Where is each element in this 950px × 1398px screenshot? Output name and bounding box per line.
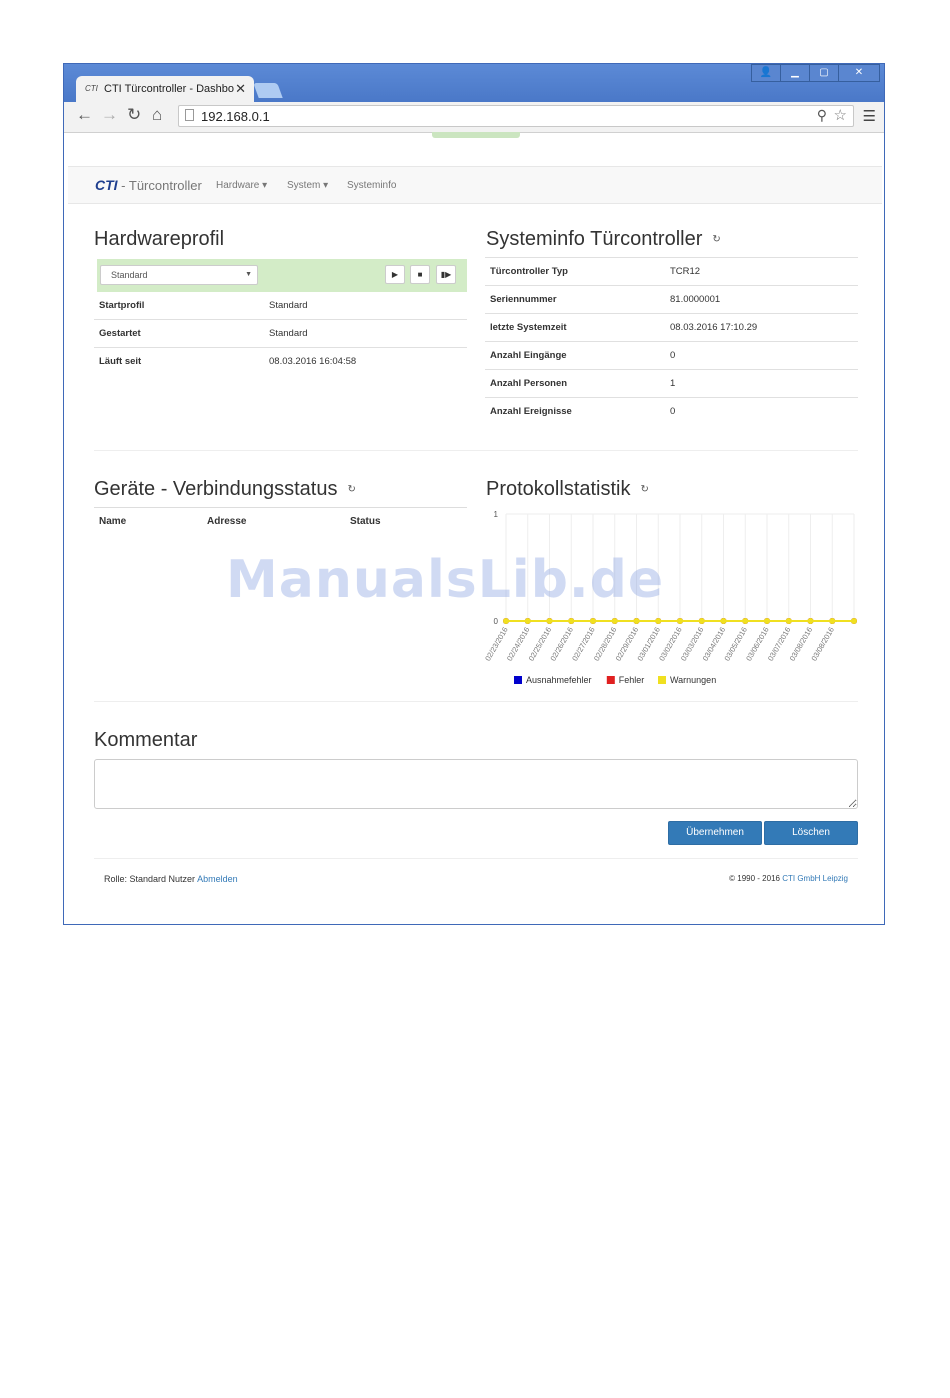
x-tick-label: 03/02/2016 (657, 625, 684, 663)
table-row (94, 320, 467, 348)
row-value: 0 (665, 342, 858, 370)
legend-swatch (514, 676, 522, 684)
stop-button[interactable]: ■ (410, 265, 430, 284)
nav-systeminfo-label: Systeminfo (347, 180, 397, 191)
legend-label: Fehler (618, 675, 645, 685)
row-key: letzte Systemzeit (485, 314, 665, 342)
x-tick-label: 02/23/2016 (483, 625, 510, 663)
legend-swatch (607, 676, 615, 684)
browser-menu-icon[interactable]: ☰ (862, 108, 876, 125)
x-tick-label: 03/05/2016 (722, 625, 749, 663)
x-tick-label: 02/26/2016 (548, 625, 575, 663)
tab-title: CTI Türcontroller - Dashbo (104, 83, 235, 95)
comment-textarea[interactable] (94, 759, 858, 809)
section-divider (94, 450, 858, 451)
browser-toolbar (64, 102, 884, 133)
y-tick-label: 0 (493, 617, 498, 626)
table-row (485, 370, 858, 398)
new-tab-button[interactable] (253, 83, 282, 98)
nav-system[interactable]: System ▾ (287, 180, 329, 191)
copyright-text: © 1990 - 2016 (729, 874, 783, 883)
url-text: 192.168.0.1 (201, 109, 270, 124)
brand-text: - Türcontroller (117, 178, 202, 193)
x-tick-label: 03/08/2016 (809, 625, 836, 663)
profile-select-value: Standard (111, 270, 148, 280)
data-point (851, 618, 857, 624)
table-row (485, 286, 858, 314)
legend-swatch (658, 676, 666, 684)
profile-select[interactable] (100, 265, 258, 285)
data-point (525, 618, 531, 624)
table-row (485, 398, 858, 426)
data-point (677, 618, 683, 624)
delete-button[interactable]: Löschen (764, 821, 858, 845)
data-point (786, 618, 792, 624)
data-point (808, 618, 814, 624)
footer-divider (94, 858, 858, 859)
notification-strip (432, 132, 520, 138)
chevron-down-icon: ▼ (245, 271, 252, 278)
legend-label: Ausnahmefehler (526, 675, 592, 685)
address-bar[interactable] (178, 105, 854, 127)
data-point (547, 618, 553, 624)
column-header-name: Name (99, 516, 127, 527)
row-value: 08.03.2016 16:04:58 (264, 348, 467, 376)
section-divider (94, 701, 858, 702)
x-tick-label: 03/03/2016 (678, 625, 706, 663)
hardware-table (94, 292, 467, 375)
window-controls (752, 64, 880, 82)
row-value: 08.03.2016 17:10.29 (665, 314, 858, 342)
brand[interactable] (95, 177, 202, 193)
row-key: Gestartet (94, 320, 264, 348)
refresh-icon[interactable]: ↻ (347, 484, 356, 496)
systeminfo-title (486, 228, 721, 251)
row-key: Seriennummer (485, 286, 665, 314)
row-key: Läuft seit (94, 348, 264, 376)
minimize-icon[interactable]: ▁ (780, 64, 810, 82)
footer-copyright (729, 874, 848, 883)
data-point (503, 618, 509, 624)
x-tick-label: 02/29/2016 (613, 625, 641, 663)
home-icon[interactable]: ⌂ (152, 105, 163, 124)
row-key: Anzahl Eingänge (485, 342, 665, 370)
systeminfo-title-text: Systeminfo Türcontroller (486, 228, 703, 250)
y-tick-label: 1 (493, 510, 498, 519)
row-value: Standard (264, 320, 467, 348)
comment-title: Kommentar (94, 729, 198, 751)
step-button[interactable]: ▮▶ (436, 265, 456, 284)
nav-system-label: System (287, 180, 321, 191)
data-point (742, 618, 748, 624)
protokoll-title (486, 478, 649, 501)
row-value: 0 (665, 398, 858, 426)
browser-tab[interactable] (76, 76, 254, 102)
row-value: 1 (665, 370, 858, 398)
x-tick-label: 03/06/2016 (744, 625, 771, 663)
data-point (764, 618, 770, 624)
data-point (590, 618, 596, 624)
table-row (94, 292, 467, 320)
protokoll-title-text: Protokollstatistik (486, 478, 631, 500)
devices-title (94, 478, 356, 501)
table-header-divider (94, 507, 467, 508)
search-icon[interactable]: ⚲ (816, 107, 827, 123)
data-point (612, 618, 618, 624)
legend-label: Warnungen (670, 675, 717, 685)
company-link[interactable]: CTI GmbH Leipzig (782, 874, 848, 883)
back-icon[interactable]: ← (76, 105, 93, 124)
hardware-title: Hardwareprofil (94, 228, 225, 250)
column-header-address: Adresse (207, 516, 247, 527)
table-row (94, 348, 467, 376)
column-header-status: Status (350, 516, 381, 527)
profile-controls (97, 259, 467, 292)
data-point (568, 618, 574, 624)
page-icon (185, 109, 194, 121)
devices-title-text: Geräte - Verbindungsstatus (94, 478, 338, 500)
user-icon[interactable]: 👤 (751, 64, 781, 82)
title-bar (64, 64, 884, 102)
table-row (485, 258, 858, 286)
systeminfo-table (485, 257, 858, 425)
bookmark-star-icon[interactable]: ☆ (833, 107, 847, 124)
footer-role (104, 874, 238, 884)
data-point (699, 618, 705, 624)
x-tick-label: 02/24/2016 (504, 625, 532, 663)
x-tick-label: 03/04/2016 (700, 625, 728, 663)
play-button[interactable]: ▶ (385, 265, 405, 284)
table-row (485, 314, 858, 342)
data-point (829, 618, 835, 624)
x-tick-label: 03/08/2016 (787, 625, 815, 663)
refresh-icon[interactable]: ↻ (640, 484, 649, 496)
data-point (634, 618, 640, 624)
row-key: Startprofil (99, 300, 145, 311)
row-value: 81.0000001 (665, 286, 858, 314)
tab-close-icon[interactable]: ✕ (235, 81, 246, 96)
row-key: Anzahl Personen (485, 370, 665, 398)
row-key: Türcontroller Typ (485, 258, 665, 286)
row-value: TCR12 (665, 258, 858, 286)
close-icon[interactable]: ✕ (838, 64, 880, 82)
forward-icon[interactable]: → (101, 105, 118, 124)
watermark: ManualsLib.de (226, 550, 665, 610)
data-point (721, 618, 727, 624)
table-row (485, 342, 858, 370)
logout-link[interactable]: Abmelden (197, 874, 238, 884)
maximize-icon[interactable]: ▢ (809, 64, 839, 82)
apply-button[interactable]: Übernehmen (668, 821, 762, 845)
brand-logo: CTI (95, 177, 118, 193)
row-key: Anzahl Ereignisse (485, 398, 665, 426)
nav-hardware[interactable]: Hardware ▾ (216, 180, 268, 191)
x-tick-label: 02/25/2016 (526, 625, 554, 663)
x-tick-label: 03/01/2016 (635, 625, 662, 663)
reload-icon[interactable]: ↻ (127, 105, 142, 124)
x-tick-label: 03/07/2016 (765, 625, 793, 663)
refresh-icon[interactable]: ↻ (712, 234, 721, 246)
x-tick-label: 02/27/2016 (570, 625, 597, 663)
cti-favicon-icon: CTI (85, 84, 98, 93)
row-value: Standard (269, 300, 308, 311)
data-point (655, 618, 661, 624)
role-text: Rolle: Standard Nutzer (104, 874, 198, 884)
nav-systeminfo[interactable] (347, 180, 396, 191)
nav-hardware-label: Hardware (216, 180, 260, 191)
app-navbar (68, 166, 882, 204)
browser-window (63, 63, 885, 925)
x-tick-label: 02/28/2016 (591, 625, 619, 663)
